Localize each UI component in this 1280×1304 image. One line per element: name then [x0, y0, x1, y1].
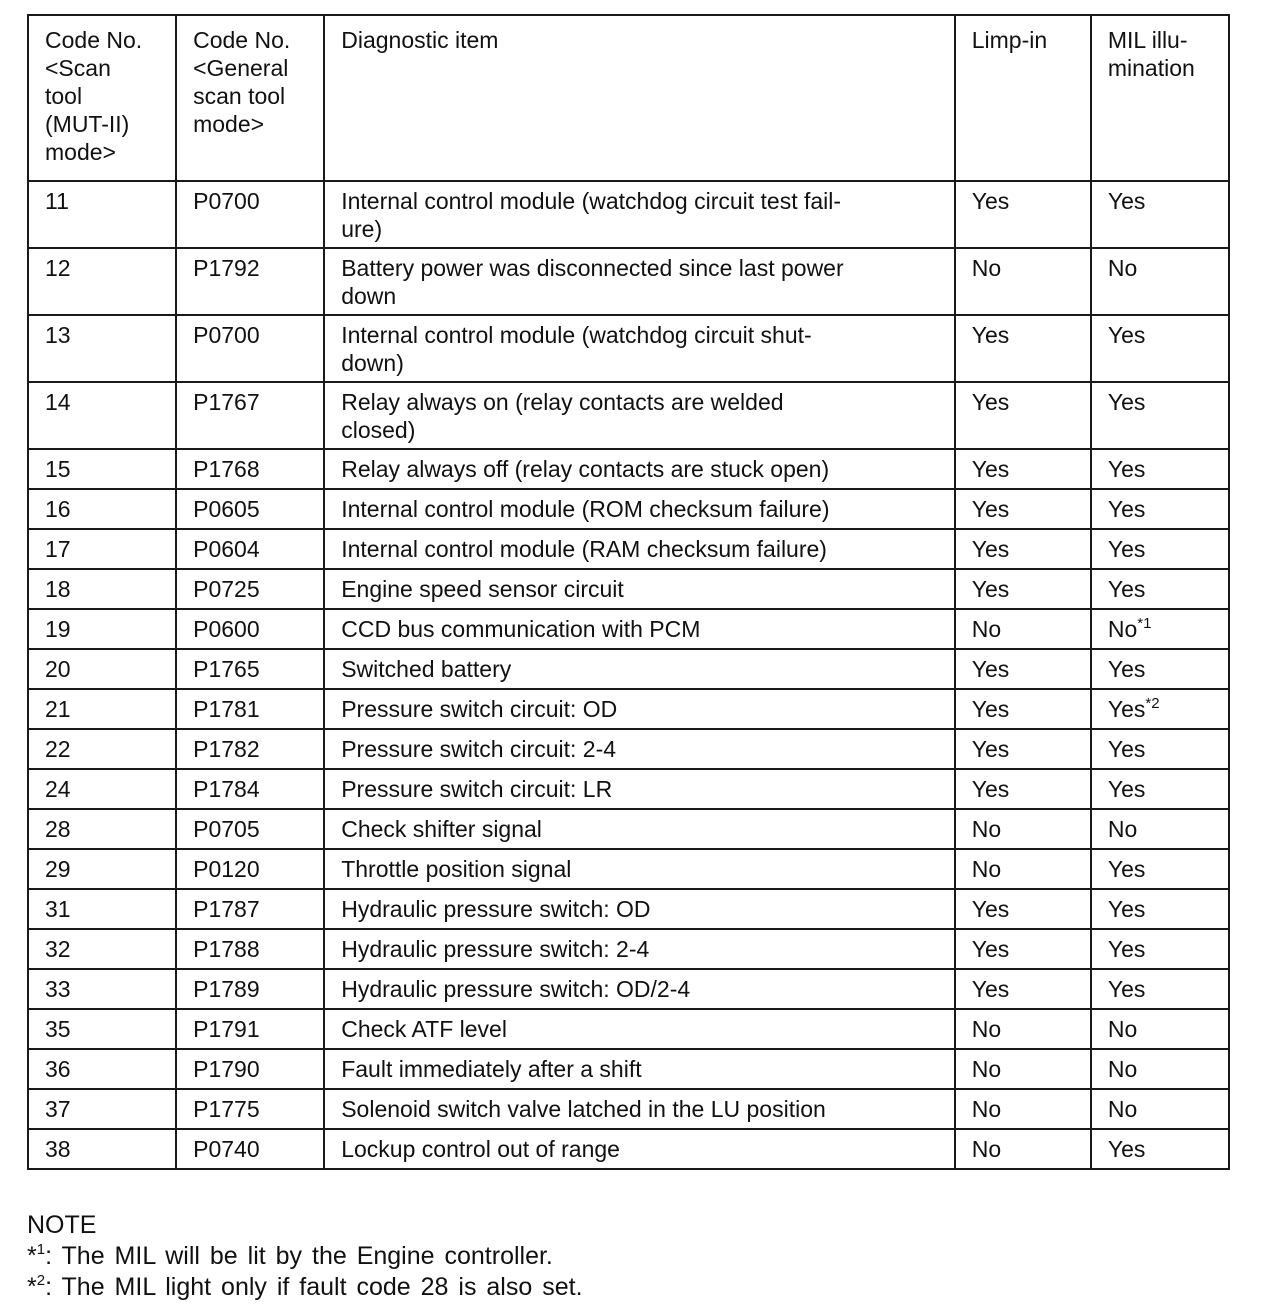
- table-row: [28, 649, 1229, 689]
- table-row: [28, 489, 1229, 529]
- limp-in-cell: Yes: [955, 529, 1091, 569]
- diagnostic-item-line: down): [341, 350, 404, 376]
- general-code-cell: P0600: [176, 609, 324, 649]
- diagnostic-item-cell: [324, 489, 955, 529]
- table-row: [28, 769, 1229, 809]
- limp-in-cell: Yes: [955, 929, 1091, 969]
- limp-in-cell: Yes: [955, 489, 1091, 529]
- table-row: [28, 729, 1229, 769]
- general-code-cell: P1782: [176, 729, 324, 769]
- diagnostic-item-line: Pressure switch circuit: OD: [341, 696, 618, 722]
- scan-tool-code-cell: 15: [28, 449, 176, 489]
- limp-in-cell: No: [955, 1129, 1091, 1169]
- header-text-line: mode>: [45, 139, 116, 165]
- scan-tool-code-cell: 20: [28, 649, 176, 689]
- diagnostic-code-table: [27, 14, 1230, 1170]
- header-text-line: <Scan: [45, 55, 111, 81]
- mil-value: Yes: [1107, 976, 1146, 1002]
- diagnostic-item-line: Switched battery: [341, 656, 512, 682]
- limp-in-cell: No: [955, 1009, 1091, 1049]
- limp-in-cell: Yes: [955, 569, 1091, 609]
- table-row: [28, 1129, 1229, 1169]
- diagnostic-item-cell: [324, 689, 955, 729]
- mil-value: Yes: [1107, 936, 1146, 962]
- general-code-cell: P1787: [176, 889, 324, 929]
- table-row: [28, 529, 1229, 569]
- diagnostic-item-cell: [324, 1089, 955, 1129]
- scan-tool-code-cell: 19: [28, 609, 176, 649]
- limp-in-cell: Yes: [955, 649, 1091, 689]
- diagnostic-item-line: Internal control module (watchdog circuit shut-: [341, 322, 812, 348]
- diagnostic-item-line: Pressure switch circuit: 2-4: [341, 736, 617, 762]
- mil-illumination-cell: [1091, 489, 1229, 529]
- note-text: : The MIL will be lit by the Engine controller.: [45, 1242, 553, 1270]
- diagnostic-item-line: Lockup control out of range: [341, 1136, 620, 1162]
- header-scan-tool-code: [28, 15, 176, 181]
- diagnostic-item-line: ure): [341, 216, 383, 242]
- general-code-cell: P1792: [176, 248, 324, 315]
- diagnostic-item-line: Internal control module (RAM checksum failure): [341, 536, 827, 562]
- diagnostic-item-line: Relay always on (relay contacts are welded: [341, 389, 784, 415]
- limp-in-cell: Yes: [955, 382, 1091, 449]
- general-code-cell: P1775: [176, 1089, 324, 1129]
- mil-value: Yes: [1107, 389, 1146, 415]
- diagnostic-item-cell: [324, 1009, 955, 1049]
- header-text-line: Diagnostic item: [341, 27, 499, 53]
- diagnostic-item-line: Internal control module (ROM checksum failure): [341, 496, 830, 522]
- diagnostic-item-line: Internal control module (watchdog circuit test fail-: [341, 188, 842, 214]
- limp-in-cell: No: [955, 1049, 1091, 1089]
- diagnostic-item-line: closed): [341, 417, 416, 443]
- table-body: [28, 181, 1229, 1169]
- scan-tool-code-cell: 11: [28, 181, 176, 248]
- mil-illumination-cell: [1091, 315, 1229, 382]
- table-row: [28, 449, 1229, 489]
- diagnostic-item-cell: [324, 929, 955, 969]
- mil-illumination-cell: [1091, 609, 1229, 649]
- general-code-cell: P0725: [176, 569, 324, 609]
- header-text-line: Limp-in: [971, 27, 1048, 53]
- scan-tool-code-cell: 21: [28, 689, 176, 729]
- general-code-cell: P1791: [176, 1009, 324, 1049]
- general-code-cell: P1767: [176, 382, 324, 449]
- table-row: [28, 689, 1229, 729]
- mil-illumination-cell: [1091, 1089, 1229, 1129]
- limp-in-cell: Yes: [955, 769, 1091, 809]
- scan-tool-code-cell: 32: [28, 929, 176, 969]
- scan-tool-code-cell: 24: [28, 769, 176, 809]
- table-row: [28, 181, 1229, 248]
- table-row: [28, 849, 1229, 889]
- scan-tool-code-cell: 38: [28, 1129, 176, 1169]
- limp-in-cell: No: [955, 1089, 1091, 1129]
- mil-value: No: [1107, 816, 1138, 842]
- mil-value: Yes: [1107, 736, 1146, 762]
- scan-tool-code-cell: 31: [28, 889, 176, 929]
- header-text-line: (MUT-II): [45, 111, 130, 137]
- table-row: [28, 1049, 1229, 1089]
- header-general-code: [176, 15, 324, 181]
- limp-in-cell: No: [955, 809, 1091, 849]
- diagnostic-item-cell: [324, 315, 955, 382]
- general-code-cell: P1768: [176, 449, 324, 489]
- limp-in-cell: No: [955, 609, 1091, 649]
- note-section: [27, 1210, 583, 1303]
- table-row: [28, 569, 1229, 609]
- mil-illumination-cell: [1091, 809, 1229, 849]
- header-text-line: mination: [1107, 55, 1195, 81]
- diagnostic-item-cell: [324, 248, 955, 315]
- table-row: [28, 315, 1229, 382]
- table-row: [28, 929, 1229, 969]
- general-code-cell: P0605: [176, 489, 324, 529]
- header-text-line: Code No.: [45, 27, 143, 53]
- mil-value: No: [1107, 255, 1138, 281]
- scan-tool-code-cell: 16: [28, 489, 176, 529]
- header-text-line: scan tool: [193, 83, 286, 109]
- table-row: [28, 609, 1229, 649]
- scan-tool-code-cell: 33: [28, 969, 176, 1009]
- header-text-line: <General: [193, 55, 289, 81]
- diagnostic-item-cell: [324, 181, 955, 248]
- limp-in-cell: No: [955, 849, 1091, 889]
- diagnostic-item-cell: [324, 569, 955, 609]
- limp-in-cell: Yes: [955, 689, 1091, 729]
- footnote-marker: *1: [1137, 615, 1152, 632]
- table-row: [28, 1089, 1229, 1129]
- mil-value: No: [1107, 616, 1138, 642]
- mil-value: Yes: [1107, 896, 1146, 922]
- mil-illumination-cell: [1091, 889, 1229, 929]
- mil-value: No: [1107, 1096, 1138, 1122]
- mil-illumination-cell: [1091, 849, 1229, 889]
- diagnostic-item-cell: [324, 729, 955, 769]
- footnote-marker: *2: [1145, 695, 1160, 712]
- mil-illumination-cell: [1091, 449, 1229, 489]
- general-code-cell: P1765: [176, 649, 324, 689]
- diagnostic-item-line: Check ATF level: [341, 1016, 507, 1042]
- table-row: [28, 889, 1229, 929]
- table-row: [28, 382, 1229, 449]
- note-item: [27, 1272, 583, 1303]
- mil-value: Yes: [1107, 696, 1146, 722]
- general-code-cell: P1784: [176, 769, 324, 809]
- header-text-line: mode>: [193, 111, 265, 137]
- diagnostic-item-cell: [324, 769, 955, 809]
- limp-in-cell: Yes: [955, 729, 1091, 769]
- scan-tool-code-cell: 17: [28, 529, 176, 569]
- scan-tool-code-cell: 18: [28, 569, 176, 609]
- mil-value: Yes: [1107, 188, 1146, 214]
- note-text: : The MIL light only if fault code 28 is also set.: [45, 1273, 583, 1301]
- mil-illumination-cell: [1091, 1049, 1229, 1089]
- limp-in-cell: No: [955, 248, 1091, 315]
- diagnostic-item-cell: [324, 889, 955, 929]
- diagnostic-item-cell: [324, 809, 955, 849]
- diagnostic-item-line: Solenoid switch valve latched in the LU position: [341, 1096, 826, 1122]
- mil-value: Yes: [1107, 656, 1146, 682]
- diagnostic-item-cell: [324, 649, 955, 689]
- general-code-cell: P1789: [176, 969, 324, 1009]
- general-code-cell: P1781: [176, 689, 324, 729]
- mil-illumination-cell: [1091, 689, 1229, 729]
- general-code-cell: P0705: [176, 809, 324, 849]
- general-code-cell: P0700: [176, 181, 324, 248]
- table-row: [28, 1009, 1229, 1049]
- diagnostic-item-line: Check shifter signal: [341, 816, 542, 842]
- mil-value: Yes: [1107, 536, 1146, 562]
- diagnostic-item-cell: [324, 1129, 955, 1169]
- mil-illumination-cell: [1091, 181, 1229, 248]
- mil-illumination-cell: [1091, 529, 1229, 569]
- diagnostic-item-cell: [324, 529, 955, 569]
- header-text-line: Code No.: [193, 27, 291, 53]
- diagnostic-item-line: CCD bus communication with PCM: [341, 616, 701, 642]
- mil-illumination-cell: [1091, 929, 1229, 969]
- general-code-cell: P1788: [176, 929, 324, 969]
- scan-tool-code-cell: 37: [28, 1089, 176, 1129]
- mil-illumination-cell: [1091, 969, 1229, 1009]
- scan-tool-code-cell: 35: [28, 1009, 176, 1049]
- diagnostic-item-line: Throttle position signal: [341, 856, 572, 882]
- table-header-row: [28, 15, 1229, 181]
- mil-value: No: [1107, 1056, 1138, 1082]
- diagnostic-item-line: down: [341, 283, 397, 309]
- mil-value: No: [1107, 1016, 1138, 1042]
- diagnostic-item-cell: [324, 382, 955, 449]
- mil-value: Yes: [1107, 1136, 1146, 1162]
- scan-tool-code-cell: 28: [28, 809, 176, 849]
- table-row: [28, 248, 1229, 315]
- limp-in-cell: Yes: [955, 181, 1091, 248]
- mil-value: Yes: [1107, 322, 1146, 348]
- diagnostic-item-line: Battery power was disconnected since last power: [341, 255, 844, 281]
- header-limp-in: [955, 15, 1091, 181]
- scan-tool-code-cell: 29: [28, 849, 176, 889]
- mil-illumination-cell: [1091, 569, 1229, 609]
- scan-tool-code-cell: 14: [28, 382, 176, 449]
- general-code-cell: P0604: [176, 529, 324, 569]
- diagnostic-item-line: Hydraulic pressure switch: OD/2-4: [341, 976, 691, 1002]
- mil-value: Yes: [1107, 776, 1146, 802]
- mil-illumination-cell: [1091, 729, 1229, 769]
- header-diagnostic-item: [324, 15, 955, 181]
- mil-illumination-cell: [1091, 1009, 1229, 1049]
- table-row: [28, 809, 1229, 849]
- table-row: [28, 969, 1229, 1009]
- general-code-cell: P0700: [176, 315, 324, 382]
- mil-value: Yes: [1107, 856, 1146, 882]
- note-title: NOTE: [27, 1211, 97, 1239]
- header-text-line: tool: [45, 83, 83, 109]
- general-code-cell: P0120: [176, 849, 324, 889]
- mil-value: Yes: [1107, 496, 1146, 522]
- scan-tool-code-cell: 13: [28, 315, 176, 382]
- note-marker: *$^2$: [27, 1272, 46, 1301]
- note-item: [27, 1241, 583, 1272]
- diagnostic-item-line: Hydraulic pressure switch: 2-4: [341, 936, 650, 962]
- diagnostic-item-line: Fault immediately after a shift: [341, 1056, 642, 1082]
- header-text-line: MIL illu-: [1107, 27, 1188, 53]
- general-code-cell: P1790: [176, 1049, 324, 1089]
- diagnostic-item-cell: [324, 609, 955, 649]
- mil-value: Yes: [1107, 576, 1146, 602]
- diagnostic-item-line: Engine speed sensor circuit: [341, 576, 624, 602]
- diagnostic-item-line: Pressure switch circuit: LR: [341, 776, 613, 802]
- diagnostic-item-cell: [324, 849, 955, 889]
- diagnostic-item-line: Hydraulic pressure switch: OD: [341, 896, 651, 922]
- limp-in-cell: Yes: [955, 969, 1091, 1009]
- mil-illumination-cell: [1091, 769, 1229, 809]
- diagnostic-item-cell: [324, 1049, 955, 1089]
- diagnostic-item-cell: [324, 969, 955, 1009]
- mil-value: Yes: [1107, 456, 1146, 482]
- limp-in-cell: Yes: [955, 315, 1091, 382]
- diagnostic-item-cell: [324, 449, 955, 489]
- header-mil-illumination: [1091, 15, 1229, 181]
- mil-illumination-cell: [1091, 1129, 1229, 1169]
- note-marker: *$^1$: [27, 1241, 46, 1270]
- general-code-cell: P0740: [176, 1129, 324, 1169]
- scan-tool-code-cell: 36: [28, 1049, 176, 1089]
- mil-illumination-cell: [1091, 649, 1229, 689]
- scan-tool-code-cell: 22: [28, 729, 176, 769]
- mil-illumination-cell: [1091, 382, 1229, 449]
- mil-illumination-cell: [1091, 248, 1229, 315]
- limp-in-cell: Yes: [955, 889, 1091, 929]
- diagnostic-item-line: Relay always off (relay contacts are stuck open): [341, 456, 830, 482]
- limp-in-cell: Yes: [955, 449, 1091, 489]
- scan-tool-code-cell: 12: [28, 248, 176, 315]
